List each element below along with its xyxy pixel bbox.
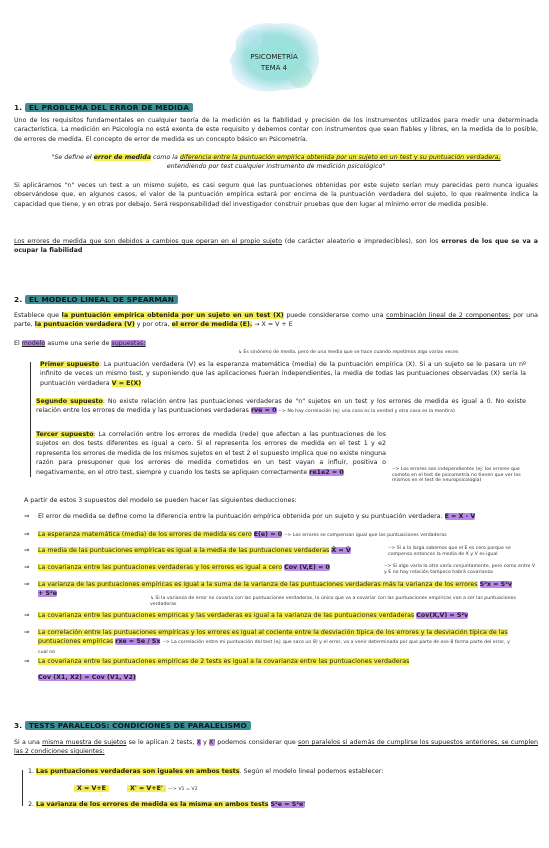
deduction-2 — [38, 530, 518, 539]
deduction-7 — [38, 628, 518, 656]
para-part: errores de los que se va a ocupar la fiabilidad — [14, 238, 538, 255]
para-part: puede considerarse como una — [283, 312, 387, 319]
title-line: PSICOMETRÍA — [250, 53, 298, 61]
arrow-icon: ⇒ — [24, 512, 30, 520]
condition-text: La varianza de los errores de medida es la misma en ambos tests — [36, 801, 269, 808]
assumption-2 — [36, 397, 526, 416]
para-part: y por otra, — [134, 321, 172, 329]
quote-part: "Se define el — [51, 154, 94, 161]
section-number: 3. — [14, 721, 23, 730]
deduction-formula: S²x = S²v + S²e — [38, 581, 513, 598]
arrow-icon: ⇒ — [24, 563, 30, 571]
deduction-formula: E = X - V — [444, 513, 476, 520]
esperanza-note: ↳ Es sinónimo de media, pero de una media que se hace cuando repetimos algo varias veces — [238, 350, 459, 355]
section-2-paragraph-1 — [14, 311, 538, 330]
deduction-8-formula — [38, 673, 136, 682]
assumption-formula: V = E(X) — [111, 379, 142, 387]
quote-definition: diferencia entre la puntuación empírica obtenida por un sujeto en un test y su puntuación verdadera, — [179, 154, 501, 161]
section-3-heading — [14, 721, 251, 730]
page-title — [222, 52, 326, 74]
arrow-icon: ⇒ — [24, 628, 30, 636]
assumption-note: --> No hay correlación (ej: una cosa es la verdad y otra cosa es la mentira) — [278, 409, 455, 415]
condition-2 — [28, 800, 528, 809]
deduction-4 — [38, 563, 378, 572]
assumption-1 — [40, 360, 526, 388]
section-1-paragraph-1: Uno de los requisitos fundamentales en cualquier teoría de la medición es la fiabilidad y precisión de los instrumentos utilizados para medir una determinada característica. La medición en Psicología no está exenta de este requisito y debemos contar con instrumentos que sean fiables y libres, en la medida de lo posible, de errores de medida. El concepto de error de medida es un concepto básico en Psicometría. — [14, 117, 538, 143]
para-part: asume una serie de — [45, 340, 112, 347]
deduction-3-note: --> Si a la larga sabemos que el E es cero porque se compensa entonces la media de X y V es igual — [388, 546, 511, 557]
condition-1 — [28, 767, 528, 776]
arrow-icon: ⇒ — [24, 530, 30, 538]
deduction-formula: X̄ = V̄ — [331, 547, 351, 554]
deduction-formula: Cov (X1, X2) = Cov (V1, V2) — [38, 674, 136, 681]
para-part: son paralelos si además de cumplirse los supuestos anteriores, se cumplen las 2 condiciones siguientes: — [14, 739, 538, 756]
para-part: el error de medida (E). — [171, 321, 253, 329]
arrow-icon: ⇒ — [24, 546, 30, 554]
assumption-text: : La puntuación verdadera (V) es la esperanza matemática (media) de la puntuación empírica (X). Si a un sujeto se le pasara un nº infinito de veces un mismo test, y suponiendo que las aplicaciones fueran independientes, la media de todas las puntuaciones observadas (X) sería la puntuación verdadera — [40, 361, 526, 387]
condition-formula: S²e = S²e' — [270, 801, 306, 808]
condition-number: 2. — [28, 801, 35, 808]
assumptions-bracket — [30, 362, 31, 477]
section-title: EL PROBLEMA DEL ERROR DE MEDIDA — [25, 103, 193, 112]
para-part: la puntuación empírica obtenida por un sujeto en un test (X) — [61, 312, 284, 319]
section-2-heading — [14, 295, 178, 304]
section-1-paragraph-2: Si aplicáramos "n" veces un test a un mismo sujeto, es casi seguro que las puntuaciones obtenidas por este sujeto serían muy parecidas pero nunca iguales observándose que, en algunos casos, el valor de la puntuación empírica estará por encima de la puntuación verdadera del sujeto, lo que realmente indica la capacidad que tiene, y en otras por debajo. Será responsabilidad del investigador construir pruebas que den lugar al mínimo error de medida posible. — [14, 182, 538, 208]
para-part: Los errores de medida que son debidos a cambios que operan en el propio sujeto — [14, 238, 282, 245]
deduction-formula: Cov(X,V) = S²v — [416, 612, 469, 619]
assumption-formula: rve = 0 — [250, 407, 277, 415]
para-part: por una parte, — [14, 312, 538, 329]
deduction-1 — [38, 512, 518, 521]
assumption-text: : No existe relación entre las puntuaciones verdaderas de "n" sujetos en un test y los errores de medida es igual a 0. No existe relación entre los errores de medida y las puntuaciones verdaderas — [36, 398, 526, 415]
deduction-5-note: ↳ Si la varianza de error no covaría con las puntuaciones verdaderas, lo único que va a covariar con las puntuaciones empíricas van a ser las puntuaciones verdaderas — [150, 596, 516, 607]
quote-part: como la — [150, 154, 180, 161]
condition-note: ---> V1 = V2 — [167, 787, 198, 792]
quote-part: entendiendo por test cualquier instrumento de medición psicológico" — [166, 163, 386, 171]
arrow-icon: ⇒ — [24, 657, 30, 665]
section-2-paragraph-2 — [14, 339, 538, 348]
deduction-text: El error de medida se define como la diferencia entre la puntuación empírica obtenida por un sujeto y su puntuación verdadera. — [38, 513, 443, 520]
arrow-icon: ⇒ — [24, 580, 30, 588]
deduction-formula: rxe = Se / Sx — [115, 638, 161, 646]
para-part: podemos considerar que — [215, 739, 298, 746]
para-part: combinación lineal de 2 componentes: — [386, 312, 511, 319]
arrow-icon: ⇒ — [24, 611, 30, 619]
condition-1-formulas — [74, 784, 198, 793]
deduction-note: --> La correlación entre mi puntuación del test (ej: que saco un 8) y el error, va a venir determinada por que parte de ese 8 forma parte del error, y cual no — [38, 640, 510, 655]
assumption-head: Tercer supuesto — [36, 431, 94, 438]
section-1-paragraph-3 — [14, 237, 538, 256]
assumption-head: Segundo supuesto — [36, 398, 103, 405]
deduction-8 — [38, 657, 518, 666]
definition-quote — [14, 153, 538, 172]
assumption-text: : La correlación entre los errores de medida (rede) que afectan a las puntuaciones de los sujetos en dos tests diferentes es igual a cero. Si el representa los errores de medida en el test 1 y e2 representa los errores de medida de los mismos sujetos en el test 2 el supuesto implica que no existe ninguna razón para presuponer que los errores de medida cometidos en un test vayan a influir, positiva o negativamente, en el otro test, siempre y cuando los tests se apliquen correctamente — [36, 431, 386, 476]
para-part: y — [200, 739, 210, 746]
deductions-intro: A partir de estos 3 supuestos del modelo se pueden hacer las siguientes deducciones: — [24, 497, 297, 504]
subtitle-line: TEMA 4 — [260, 64, 288, 72]
deduction-text: La varianza de las puntuaciones empíricas es igual a la suma de la varianza de las puntuaciones verdaderas más la varianza de los errores — [38, 581, 478, 588]
para-part: supuestas: — [111, 340, 146, 347]
condition-text: Las puntuaciones verdaderas son iguales en ambos tests — [36, 768, 240, 775]
para-part: se le aplican 2 tests, — [126, 739, 197, 746]
deduction-text: La covarianza entre las puntuaciones empíricas de 2 tests es igual a la covarianza entre las puntuaciones verdaderas — [38, 658, 410, 665]
section-1-heading — [14, 103, 193, 112]
deduction-text: La covarianza entre las puntuaciones verdaderas y los errores es igual a cero — [38, 564, 283, 571]
para-part: Si a una — [14, 739, 43, 746]
para-part: → X = V + E — [252, 321, 293, 329]
assumption-head: Primer supuesto — [40, 361, 100, 368]
assumption-3 — [36, 430, 386, 477]
deduction-text: La correlación entre las puntuaciones empíricas y los errores es igual al cociente entre la desviación típica de los errores y la desviación típica de las puntuaciones empíricas — [38, 629, 508, 646]
assumption-formula: re1e2 = 0 — [309, 468, 344, 476]
deduction-text: La media de las puntuaciones empíricas es igual a la media de las puntuaciones verdaderas — [38, 547, 330, 554]
deduction-formula: Cov (V,E) = 0 — [284, 564, 330, 571]
conditions-bracket — [22, 770, 23, 806]
quote-term: error de medida — [93, 154, 151, 161]
deduction-text: La covarianza entre las puntuaciones empíricas y las verdaderas es igual a la varianza de las puntuaciones verdaderas — [38, 612, 415, 619]
para-part: El — [14, 340, 22, 347]
section-number: 2. — [14, 295, 23, 304]
deduction-formula: E(e) = 0 — [253, 531, 283, 538]
condition-formula: X' = V+E' — [127, 785, 166, 792]
para-part: X — [196, 739, 201, 746]
condition-number: 1. — [28, 768, 35, 775]
para-part: misma muestra de sujetos — [42, 739, 127, 746]
deduction-3 — [38, 546, 378, 555]
section-title: EL MODELO LINEAL DE SPEARMAN — [25, 295, 178, 304]
para-part: (de carácter aleatorio e impredecibles), son los — [281, 238, 442, 245]
section-title: TESTS PARALELOS: CONDICIONES DE PARALELISMO — [25, 721, 251, 730]
para-part: modelo — [21, 340, 46, 347]
section-number: 1. — [14, 103, 23, 112]
para-part: la puntuación verdadera (V) — [34, 321, 135, 329]
para-part: X' — [209, 739, 216, 746]
deduction-4-note: --> Si algo varía lo otro varía conjuntamente, pero como entre V y E no hay relación tampoco habrá covarianza — [384, 564, 536, 575]
deduction-note: --> Los errores se compensan igual que las puntuaciones verdaderas — [284, 533, 447, 538]
para-part: Establece que — [14, 312, 62, 319]
condition-text: . Según el modelo lineal podemos establecer: — [239, 768, 384, 775]
assumption-3-note: --> Los errores son independientes (ej: los errores que cometo en el test de psicometría no tienen que ver los mismos en el test de neuropsicología) — [392, 467, 521, 484]
deduction-6 — [38, 611, 528, 620]
deduction-text: La esperanza matemática (media) de los errores de medida es cero — [38, 531, 252, 538]
condition-formula: X = V+E — [74, 785, 109, 792]
section-3-paragraph-1 — [14, 738, 538, 757]
